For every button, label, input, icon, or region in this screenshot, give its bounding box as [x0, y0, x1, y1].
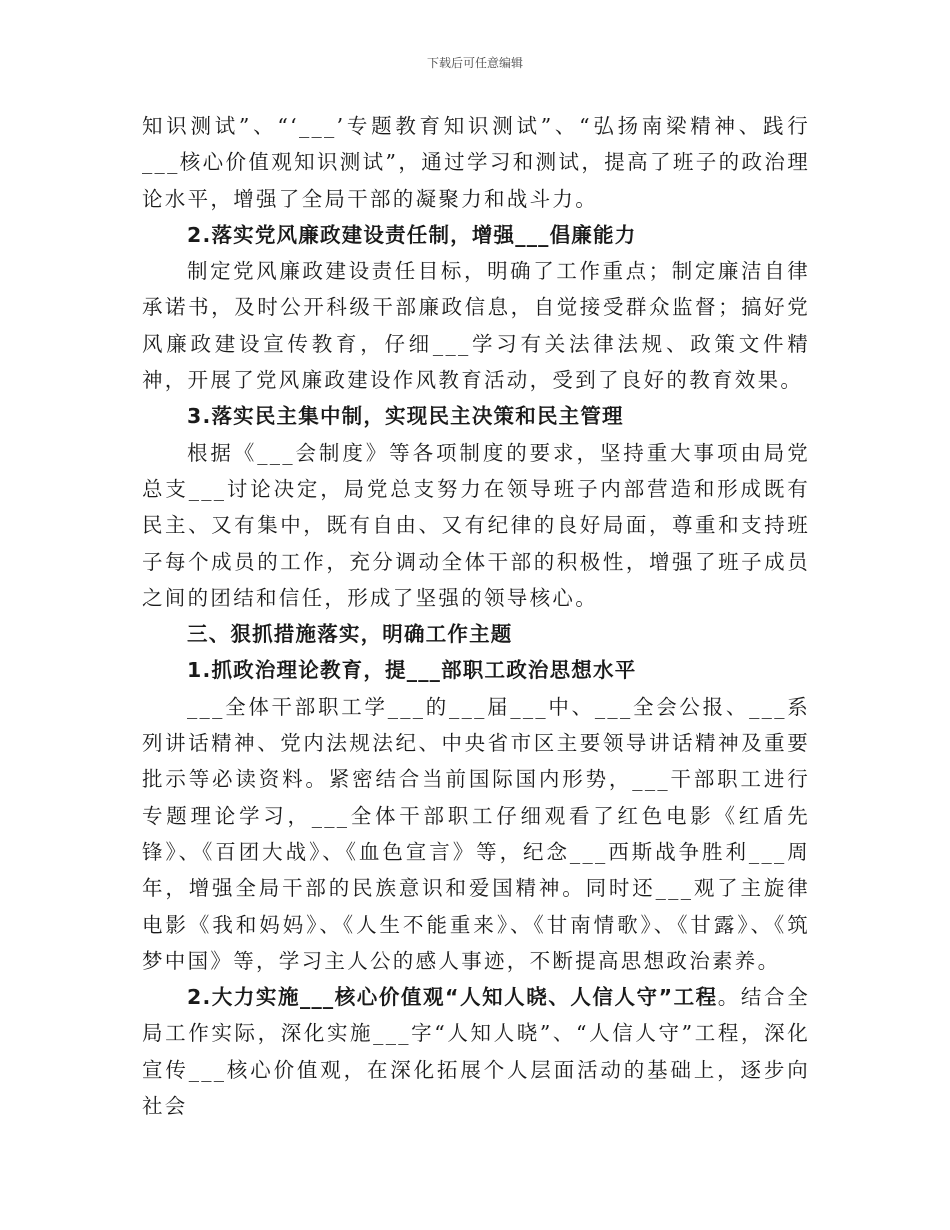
- section-heading: 1.抓政治理论教育，提___部职工政治思想水平: [187, 658, 637, 683]
- body-paragraph: ___全体干部职工学___的___届___中、___全会公报、___系列讲话精神、党内法规法纪、中央省市区主要领导讲话精神及重要批示等必读资料。紧密结合当前国际国内形势，___干部职工进行专题理论学习，___全体干部职工仔细观看了红色电影《红盾先锋》、《百团大战》、《血色宣言》等，纪念___西斯战争胜利___周年，增强全局干部的民族意识和爱国精神。同时还___观了主旋律电影《我和妈妈》、《人生不能重来》、《甘南情歌》、《甘露》、《筑梦中国》等，学习主人公的感人事迹，不断提高思想政治素养。: [142, 694, 810, 973]
- inline-heading: 2.大力实施___核心价值观“人知人晓、人信人守”工程: [187, 985, 718, 1010]
- paragraph-text: 。结合全局工作实际，深化实施___字“人知人晓”、“人信人守”工程，深化宣传___核心价值观，在深化拓展个人层面活动的基础上，逐步向社会: [142, 985, 810, 1119]
- body-paragraph: 制定党风廉政建设责任目标，明确了工作重点；制定廉洁自律承诺书，及时公开科级干部廉政信息，自觉接受群众监督；搞好党风廉政建设宣传教育，仔细___学习有关法律法规、政策文件精神，开展了党风廉政建设作风教育活动，受到了良好的教育效果。: [142, 259, 810, 393]
- document-body: [142, 108, 810, 1124]
- chapter-heading: 三、狠抓措施落实，明确工作主题: [187, 622, 513, 647]
- section-heading: 2.落实党风廉政建设责任制，增强___倡廉能力: [187, 222, 637, 247]
- section-heading: 3.落实民主集中制，实现民主决策和民主管理: [187, 404, 624, 429]
- body-paragraph: 知识测试”、“‘___’专题教育知识测试”、“弘扬南梁精神、践行___核心价值观知识测试”，通过学习和测试，提高了班子的政治理论水平，增强了全局干部的凝聚力和战斗力。: [142, 114, 810, 211]
- page-header: 下载后可任意编辑: [426, 56, 523, 70]
- body-paragraph: [142, 979, 810, 1124]
- body-paragraph: 根据《___会制度》等各项制度的要求，坚持重大事项由局党总支___讨论决定，局党总支努力在领导班子内部营造和形成既有民主、又有集中，既有自由、又有纪律的良好局面，尊重和支持班子每个成员的工作，充分调动全体干部的积极性，增强了班子成员之间的团结和信任，形成了坚强的领导核心。: [142, 440, 810, 610]
